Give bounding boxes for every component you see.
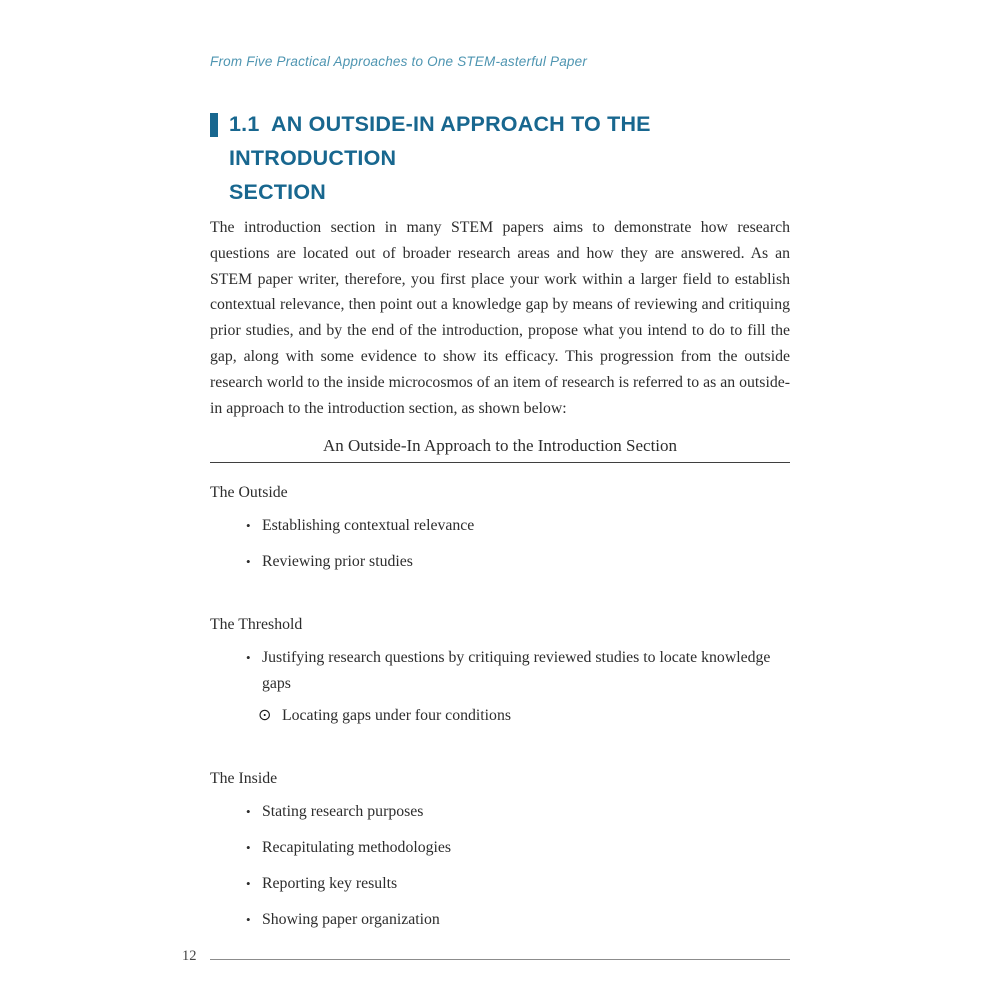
group-label: The Outside <box>210 484 288 502</box>
list-item-text: Showing paper organization <box>262 911 440 929</box>
list-item <box>210 835 790 861</box>
sub-list-item-text: Locating gaps under four conditions <box>282 707 512 725</box>
bullet-icon: • <box>246 840 251 856</box>
list-item <box>210 907 790 933</box>
page-number: 12 <box>182 948 197 964</box>
bullet-icon: • <box>246 650 251 666</box>
intro-paragraph: The introduction section in many STEM papers aims to demonstrate how research questions are located out of broader research areas and how they are answered. As an STEM paper writer, therefore, you first place your work within a larger field to establish contextual relevance, then point out a knowledge gap by means of reviewing and critiquing prior studies, and by the end of the introduction, propose what you intend to do to fill the gap, along with some evidence to show its efficacy. This progression from the outside research world to the inside microcosmos of an item of research is referred to as an outside-in approach to the introduction section, as shown below: <box>210 219 790 417</box>
running-header: From Five Practical Approaches to One STEM-asterful Paper <box>210 54 588 69</box>
group-label: The Inside <box>210 770 278 788</box>
section-heading-line1: 1.1 AN OUTSIDE-IN APPROACH TO THE INTRODUCTION <box>229 112 657 170</box>
bullet-icon: • <box>246 876 251 892</box>
table-group-threshold <box>210 615 790 729</box>
table-bottom-rule <box>210 959 790 960</box>
table-group-outside <box>210 483 790 575</box>
table-title: An Outside-In Approach to the Introduction Section <box>322 436 678 456</box>
circle-dot-bullet-icon: ⊙ <box>258 707 272 725</box>
bullet-icon: • <box>246 804 251 820</box>
list-item-text: Recapitulating methodologies <box>262 839 452 857</box>
list-item-text: Reviewing prior studies <box>262 553 413 571</box>
section-heading <box>210 107 790 209</box>
list-item <box>210 871 790 897</box>
approach-table <box>210 435 790 960</box>
list-item-text: Establishing contextual relevance <box>262 517 475 535</box>
heading-bar-icon <box>210 113 218 137</box>
list-item <box>210 645 790 697</box>
list-item <box>210 799 790 825</box>
sub-list-item <box>210 703 790 729</box>
list-item-text: Stating research purposes <box>262 803 424 821</box>
list-item <box>210 513 790 539</box>
list-item-text: Reporting key results <box>262 875 398 893</box>
bullet-icon: • <box>246 912 251 928</box>
table-group-inside <box>210 769 790 933</box>
section-heading-line2: SECTION <box>229 180 326 204</box>
page-content <box>210 0 790 960</box>
bullet-icon: • <box>246 518 251 534</box>
list-item-text: Justifying research questions by critiquing reviewed studies to locate knowledge gaps <box>262 649 771 693</box>
list-item <box>210 549 790 575</box>
bullet-icon: • <box>246 554 251 570</box>
table-top-rule <box>210 462 790 463</box>
group-label: The Threshold <box>210 616 303 634</box>
